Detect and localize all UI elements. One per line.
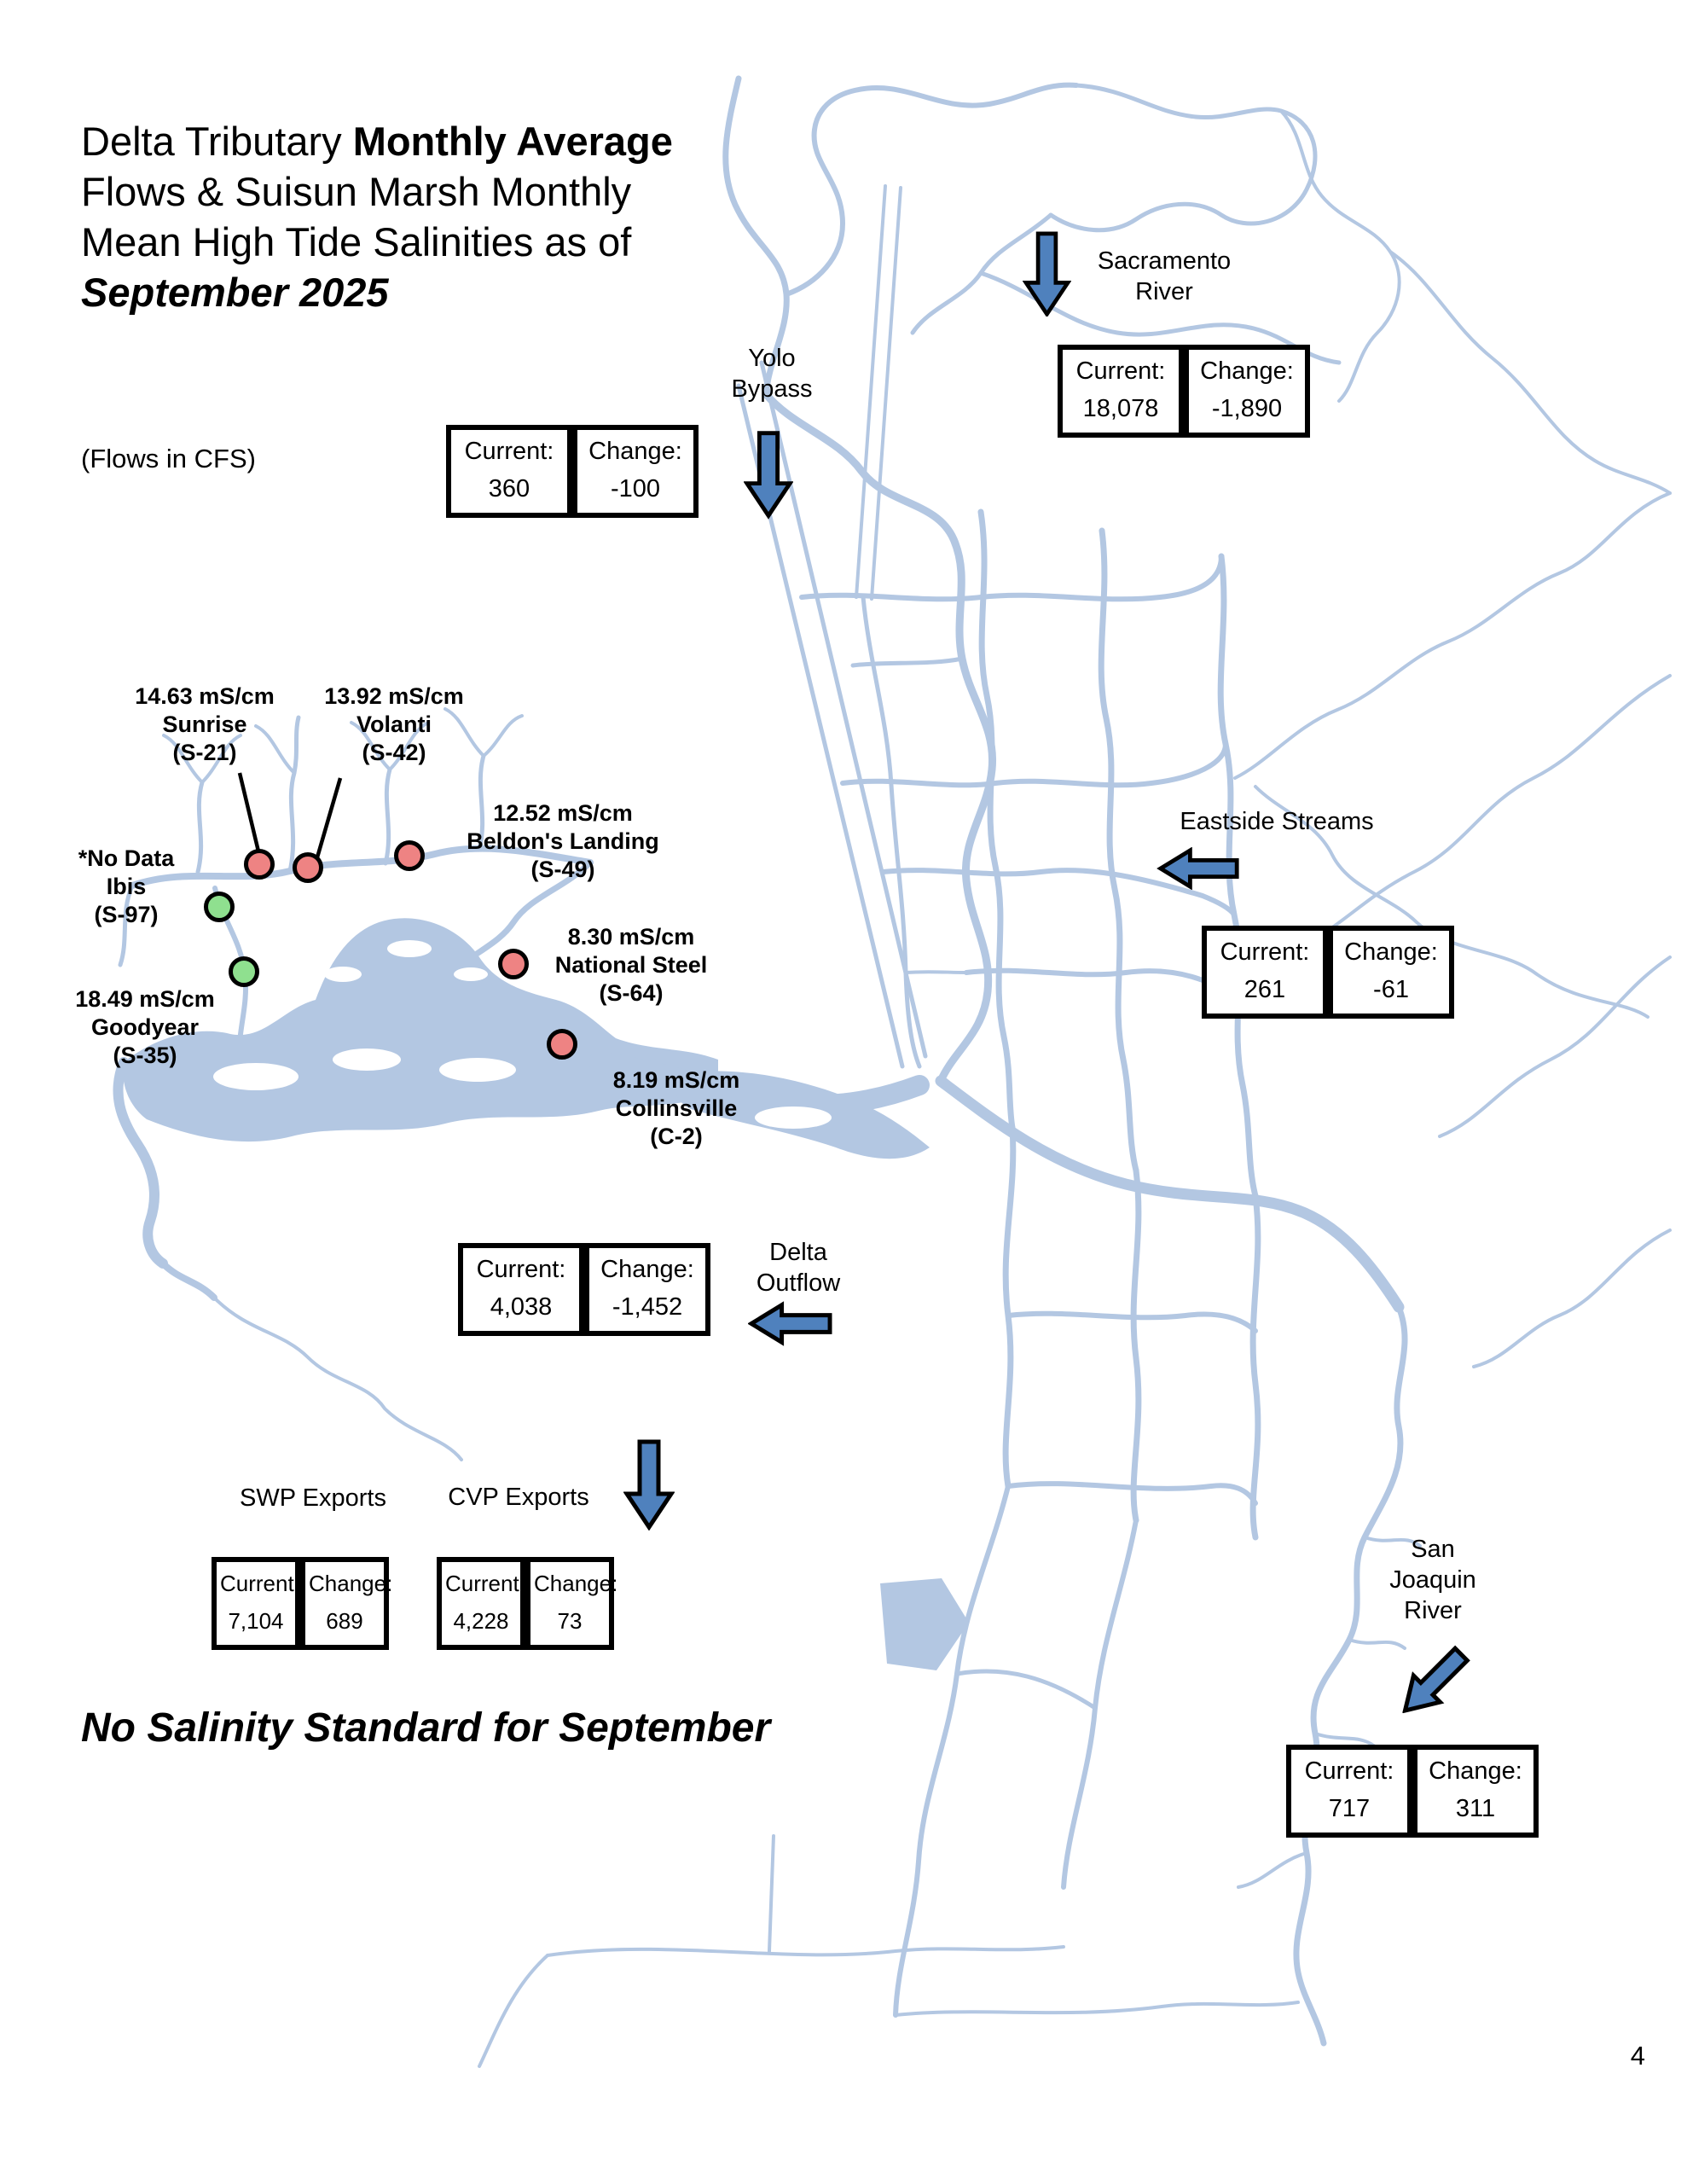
leader-line-sunrise xyxy=(240,773,258,851)
flow-boxes-yolo-bypass xyxy=(446,425,699,518)
flow-label-san-joaquin-river: San Joaquin River xyxy=(1389,1536,1476,1624)
units-note: (Flows in CFS) xyxy=(81,444,256,473)
flow-label-delta-outflow: Delta Outflow xyxy=(756,1239,841,1297)
station-dot-national-steel xyxy=(498,949,529,979)
current-box: Current: 261 xyxy=(1202,926,1328,1019)
down-arrow-icon xyxy=(744,429,793,520)
page-number: 4 xyxy=(1630,2041,1645,2071)
left-arrow-icon xyxy=(1157,847,1240,890)
flow-boxes-sacramento-river xyxy=(1058,345,1310,438)
flow-boxes-eastside-streams xyxy=(1202,926,1454,1019)
flow-boxes-cvp-exports xyxy=(437,1557,618,1650)
flow-label-swp-exports: SWP Exports xyxy=(240,1484,386,1512)
flow-label-yolo-bypass: Yolo Bypass xyxy=(731,345,813,403)
station-dot-goodyear xyxy=(229,956,259,987)
change-box: Change: 73 xyxy=(525,1557,614,1650)
change-box: Change: -1,890 xyxy=(1184,345,1310,438)
station-label-volanti: 13.92 mS/cm Volanti (S-42) xyxy=(324,683,464,765)
flow-boxes-san-joaquin-river xyxy=(1286,1745,1539,1838)
station-dot-beldons-landing xyxy=(394,840,425,871)
station-label-national-steel: 8.30 mS/cm National Steel (S-64) xyxy=(554,924,708,1006)
leader-line-volanti xyxy=(317,778,340,857)
title-line-4: September 2025 xyxy=(81,270,389,315)
down-arrow-icon xyxy=(1023,231,1071,317)
current-box: Current: 7,104 xyxy=(212,1557,300,1650)
title-line-2: Flows & Suisun Marsh Monthly xyxy=(81,169,632,214)
flow-label-cvp-exports: CVP Exports xyxy=(448,1484,589,1511)
current-box: Current: 18,078 xyxy=(1058,345,1184,438)
station-dot-collinsville xyxy=(547,1029,577,1060)
station-dot-ibis xyxy=(204,892,235,922)
change-box: Change: 689 xyxy=(300,1557,389,1650)
title-line-3: Mean High Tide Salinities as of xyxy=(81,219,632,264)
current-box: Current: 717 xyxy=(1286,1745,1412,1838)
down-arrow-icon xyxy=(623,1438,675,1531)
flow-boxes-delta-outflow xyxy=(458,1243,710,1336)
station-label-sunrise: 14.63 mS/cm Sunrise (S-21) xyxy=(135,683,275,765)
flow-label-sacramento-river: Sacramento River xyxy=(1097,247,1232,305)
current-box: Current: 4,038 xyxy=(458,1243,584,1336)
station-dot-volanti xyxy=(293,852,323,883)
current-box: Current: 360 xyxy=(446,425,572,518)
change-box: Change: 311 xyxy=(1412,1745,1539,1838)
flow-boxes-swp-exports xyxy=(212,1557,393,1650)
change-box: Change: -1,452 xyxy=(584,1243,710,1336)
current-box: Current: 4,228 xyxy=(437,1557,525,1650)
page-title xyxy=(81,116,673,317)
title-line-1: Delta Tributary Monthly Average xyxy=(81,119,673,164)
change-box: Change: -61 xyxy=(1328,926,1454,1019)
left-arrow-icon xyxy=(748,1301,832,1346)
station-label-goodyear: 18.49 mS/cm Goodyear (S-35) xyxy=(75,986,215,1068)
station-label-ibis: *No Data Ibis (S-97) xyxy=(78,845,175,927)
change-box: Change: -100 xyxy=(572,425,699,518)
flow-label-eastside-streams: Eastside Streams xyxy=(1180,808,1374,835)
salinity-standard-note: No Salinity Standard for September xyxy=(81,1705,771,1751)
station-label-collinsville: 8.19 mS/cm Collinsville (C-2) xyxy=(612,1067,740,1149)
station-label-beldons-landing: 12.52 mS/cm Beldon's Landing (S-49) xyxy=(467,800,659,882)
station-dot-sunrise xyxy=(244,849,275,880)
